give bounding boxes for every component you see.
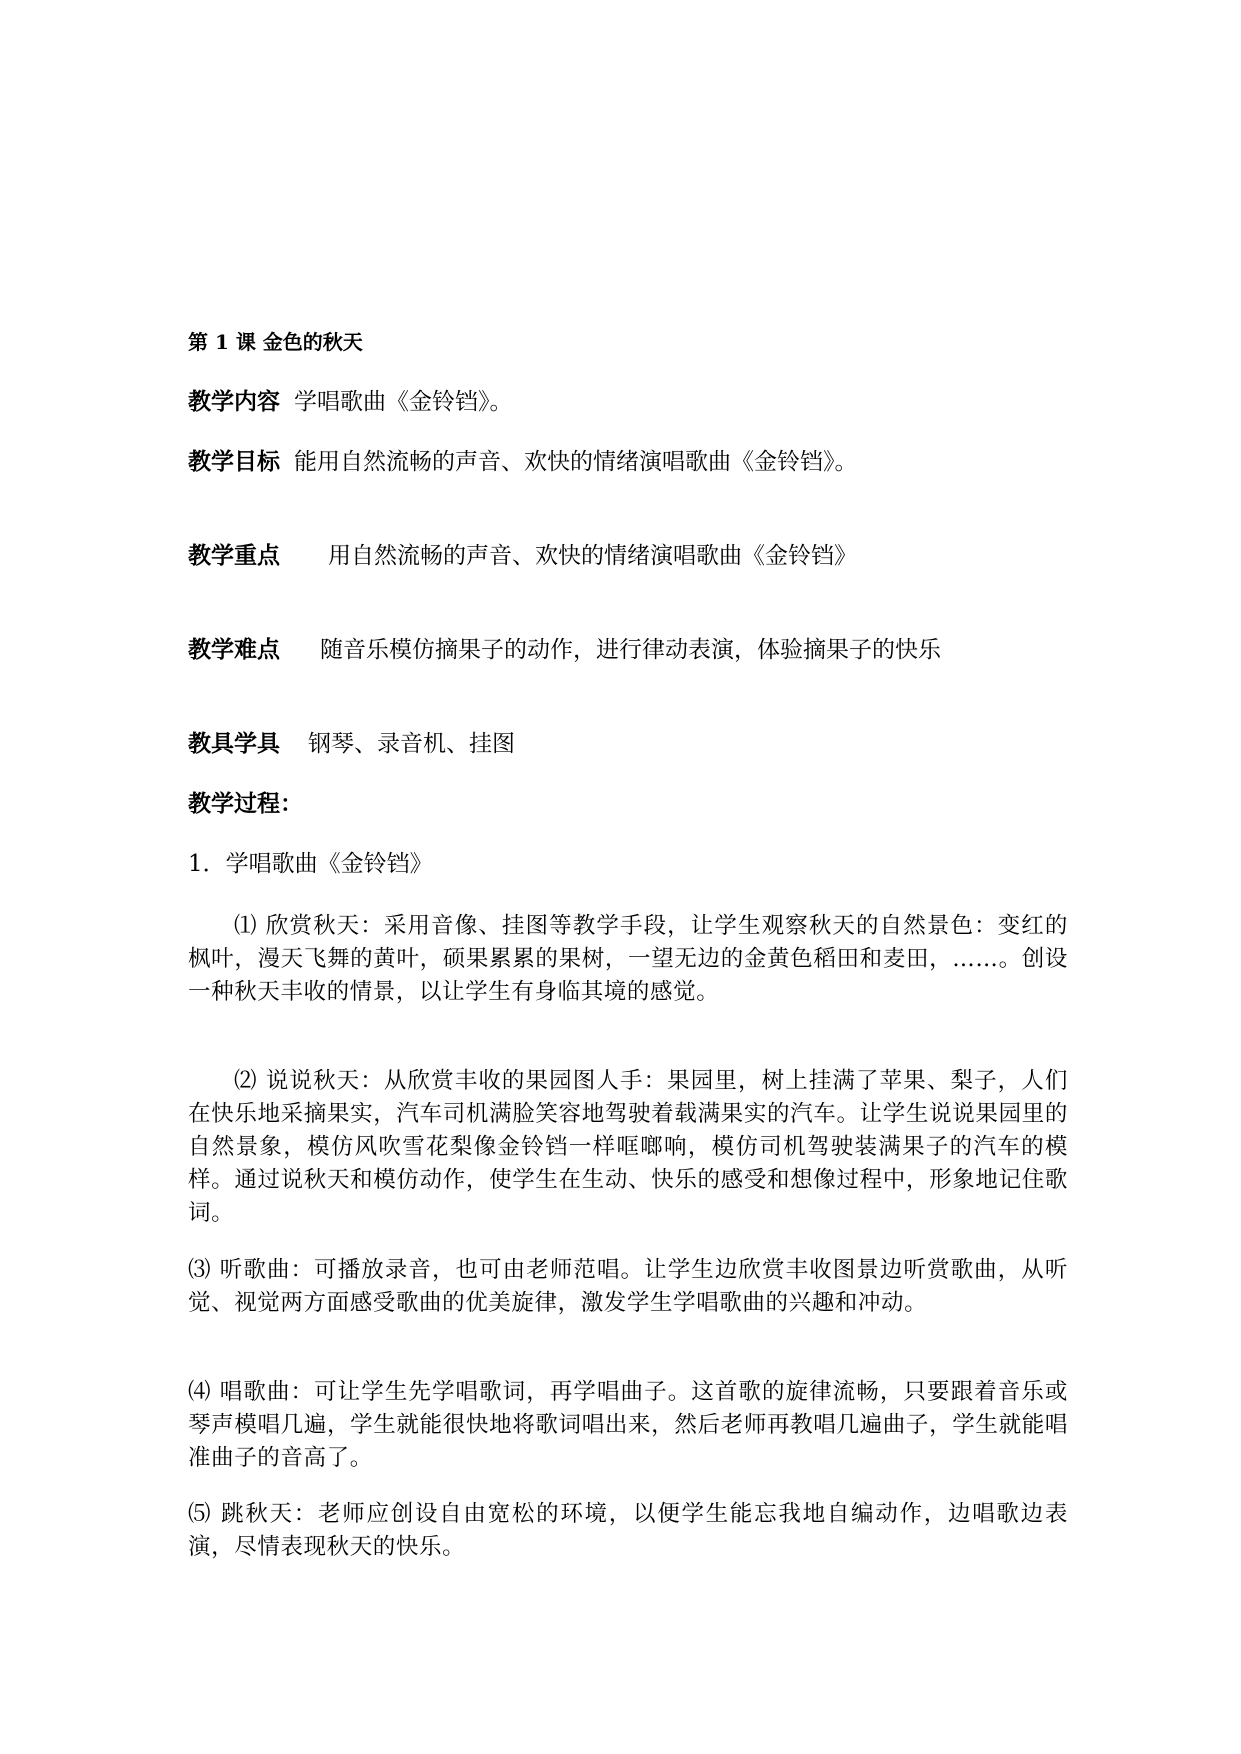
key-value: 用自然流畅的声音、欢快的情绪演唱歌曲《金铃铛》 bbox=[328, 543, 857, 569]
paragraph-5: ⑸ 跳秋天：老师应创设自由宽松的环境，以便学生能忘我地自编动作，边唱歌边表演，尽情表现秋天的快乐。 bbox=[188, 1501, 1068, 1560]
paragraph-4: ⑷ 唱歌曲：可让学生先学唱歌词，再学唱曲子。这首歌的旋律流畅，只要跟着音乐或琴声模唱几遍，学生就能很快地将歌词唱出来，然后老师再教唱几遍曲子，学生就能唱准曲子的音高了。 bbox=[188, 1379, 1068, 1471]
paragraph-2: ⑵ 说说秋天：从欣赏丰收的果园图人手：果园里，树上挂满了苹果、梨子，人们在快乐地采摘果实，汽车司机满脸笑容地驾驶着载满果实的汽车。让学生说说果园里的自然景象，模仿风吹雪花梨像金铃铛一样哐啷响，模仿司机驾驶装满果子的汽车的模样。通过说秋天和模仿动作，使学生在生动、快乐的感受和想像过程中，形象地记住歌词。 bbox=[188, 1068, 1068, 1226]
step1-title: 1．学唱歌曲《金铃铛》 bbox=[188, 851, 433, 877]
key-row bbox=[188, 540, 1068, 572]
tools-value: 钢琴、录音机、挂图 bbox=[308, 731, 515, 757]
paragraph-1: ⑴ 欣赏秋天：采用音像、挂图等教学手段，让学生观察秋天的自然景色：变红的枫叶，漫天飞舞的黄叶，硕果累累的果树，一望无边的金黄色稻田和麦田，……。创设一种秋天丰收的情景，以让学生有身临其境的感觉。 bbox=[188, 913, 1068, 1005]
tools-row bbox=[188, 728, 1068, 760]
paragraph-3: ⑶ 听歌曲：可播放录音，也可由老师范唱。让学生边欣赏丰收图景边听赏歌曲，从听觉、视觉两方面感受歌曲的优美旋律，激发学生学唱歌曲的兴趣和冲动。 bbox=[188, 1257, 1068, 1316]
goal-label: 教学目标 bbox=[188, 448, 280, 475]
content-value: 学唱歌曲《金铃铛》。 bbox=[294, 389, 513, 415]
key-label: 教学重点 bbox=[188, 542, 280, 569]
process-heading: 教学过程： bbox=[188, 790, 303, 817]
difficulty-value: 随音乐模仿摘果子的动作，进行律动表演，体验摘果子的快乐 bbox=[320, 637, 941, 663]
tools-label: 教具学具 bbox=[188, 730, 280, 757]
lesson-title: 第 1 课 金色的秋天 bbox=[188, 330, 363, 354]
content-label: 教学内容 bbox=[188, 388, 280, 415]
goal-row bbox=[188, 446, 1068, 478]
difficulty-row bbox=[188, 634, 1068, 666]
difficulty-label: 教学难点 bbox=[188, 636, 280, 663]
goal-value: 能用自然流畅的声音、欢快的情绪演唱歌曲《金铃铛》。 bbox=[294, 449, 858, 475]
content-row bbox=[188, 386, 1068, 418]
